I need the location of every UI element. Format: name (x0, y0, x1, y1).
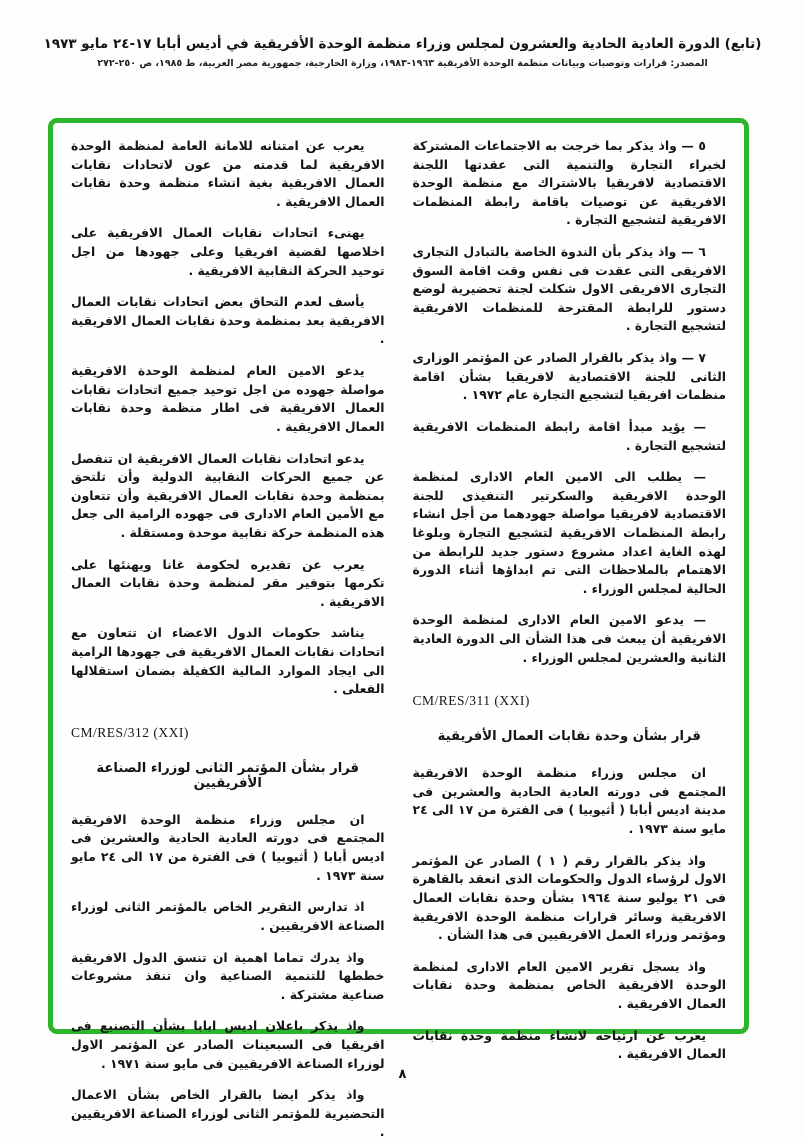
paragraph: يعرب عن امتنانه للامانة العامة لمنظمة الوحدة الافريقية لما قدمته من عون لاتحادات نقابات العمال الافريقية بغية انشاء منظمة وحدة نقابات العمال الافريقية . (71, 138, 385, 209)
paragraph: واذ يسجل تقرير الامين العام الادارى لمنظمة الوحدة الافريقية الخاص بمنظمة وحدة نقابات العمال الافريقية . (412, 958, 726, 1011)
paragraph: ٧ — واذ يذكر بالقرار الصادر عن المؤتمر الوزارى الثانى للجنة الاقتصادية لافريقيا بشأن اقامة منظمات افريقيا لتشجيع التجارة عام ١٩٧٢ . (412, 350, 726, 403)
paragraph: يدعو اتحادات نقابات العمال الافريقية ان تنفصل عن جميع الحركات النقابية الدولية وأن تلتحق بمنظمة وحدة نقابات العمال الافريقية وأن تتعاون مع الأمين العام الادارى فى جهوده الرامية الى جعل هذه المنظمة حركة نقابية موحدة ومستقلة . (71, 450, 385, 540)
paragraph: يناشد حكومات الدول الاعضاء ان تتعاون مع اتحادات نقابات العمال الافريقية فى جهودها الرامية الى ايجاد الموارد المالية الكفيلة بضمان استقلالها الفعلى . (71, 625, 385, 697)
page-number: ٨ (398, 1067, 407, 1082)
highlight-annotation-box (48, 118, 749, 1140)
paragraph: — يطلب الى الامين العام الادارى لمنظمة الوحدة الافريقية والسكرتير التنفيذى للجنة الاقتصادية لافريقيا مواصلة جهودهما من أجل انشاء رابطة المنظمات الافريقية لتشجيع التجارة وبلوغا لهذه الغاية اعداد مشروع دستور جديد للرابطة من الاهتمام بالملاحظات التى تم ابداؤها أثناء الدورة الحالية لمجلس الوزراء . (412, 469, 726, 596)
page-footer (0, 1067, 805, 1082)
paragraph: ان مجلس وزراء منظمة الوحدة الافريقية المجتمع فى دورته العادية الحادية والعشرين فى اديس أبابا ( أثيوبيا ) فى الفترة من ١٧ الى ٢٤ مايو سنة ١٩٧٣ . (71, 811, 385, 883)
session-title: (تابع) الدورة العادية الحادية والعشرون لمجلس وزراء منظمة الوحدة الأفريقية في أديس أبابا ١٧-٢٤ مايو ١٩٧٣ (43, 36, 762, 52)
paragraph: — يؤيد مبدأ اقامة رابطة المنظمات الافريقية لتشجيع التجارة . (412, 418, 726, 453)
paragraph: واذ يذكر ايضا بالقرار الخاص بشأن الاعمال التحضيرية للمؤتمر الثانى لوزراء الصناعة الافريقيين . (71, 1087, 385, 1140)
paragraph: — يدعو الامين العام الادارى لمنظمة الوحدة الافريقية أن يبعث فى هذا الشأن الى الدورة العادية الثانية والعشرين لمجلس الوزراء . (412, 612, 726, 665)
paragraph: يدعو الامين العام لمنظمة الوحدة الافريقية مواصلة جهوده من اجل توحيد جميع اتحادات نقابات العمال الافريقية فى اطار منظمة وحدة نقابات العمال الافريقية . (71, 363, 385, 434)
paragraph: ٦ — واذ يذكر بأن الندوة الخاصة بالتبادل التجارى الافريقى التى عقدت فى نفس وقت اقامة السوق التجارى الافريقى الاول شكلت لجنة تحضيرية لوضع دستور للرابطة المقترحة للمنظمات الافريقية لتشجيع التجارة . (412, 244, 726, 334)
two-column-text (71, 137, 727, 1140)
paragraph: يعرب عن تقديره لحكومة غانا ويهنئها على تكرمها بتوفير مقر لمنظمة وحدة نقابات العمال الافريقية . (71, 556, 385, 609)
paragraph: يعرب عن ارتياحه لانشاء منظمة وحدة نقابات العمال الافريقية . (412, 1027, 726, 1062)
paragraph: ان مجلس وزراء منظمة الوحدة الافريقية المجتمع فى دورته العادية الحادية والعشرين فى مدينة اديس أبابا ( أثيوبيا ) فى الفترة من ١٧ الى ٢٤ مايو سنة ١٩٧٣ . (412, 765, 726, 837)
resolution-title: قرار بشأن وحدة نقابات العمال الأفريقية (437, 729, 701, 745)
paragraph: واذ يدرك تماما اهمية ان تنسق الدول الافريقية خططها للتنمية الصناعية وان تنفذ مشروعات صناعية مشتركة . (71, 949, 385, 1002)
column-left (71, 137, 385, 1140)
page-header (0, 0, 805, 69)
paragraph: اذ تدارس التقرير الخاص بالمؤتمر الثانى لوزراء الصناعة الافريقيين . (71, 899, 385, 933)
paragraph: يهنىء اتحادات نقابات العمال الافريقية على اخلاصها لقضية افريقيا وعلى جهودها من اجل توحيد الحركة النقابية الافريقية . (71, 225, 385, 278)
source-citation: المصدر: قرارات وتوصيات وبيانات منظمة الوحدة الأفريقية ١٩٦٣-١٩٨٣، وزارة الخارجية، جمهورية مصر العربية، ط ١٩٨٥، ص ٢٥٠-٢٧٢ (97, 58, 708, 69)
paragraph: واذ يذكر بالقرار رقم ( ١ ) الصادر عن المؤتمر الاول لرؤساء الدول والحكومات الذى انعقد بالقاهرة فى ٢١ يوليو سنة ١٩٦٤ بشأن وحدة نقابات العمال الافريقية وسائر قرارات منظمة الوحدة الافريقية ومؤتمر وزراء العمل الافريقيين فى هذا الشأن . (412, 852, 727, 943)
paragraph: ٥ — واذ يذكر بما خرجت به الاجتماعات المشتركة لخبراء التجارة والتنمية التى عقدتها اللجنة الاقتصادية لافريقيا بالاشتراك مع منظمة الوحدة الافريقية عن توصيات باقامة رابطة المنظمات الافريقية لتشجيع التجارة . (412, 138, 726, 228)
resolution-code: CM/RES/312 (XXI) (71, 724, 189, 740)
resolution-code: CM/RES/311 (XXI) (412, 693, 530, 709)
paragraph: واذ يذكر باعلان اديس ابابا بشأن التصنيع فى افريقيا فى السبعينات الصادر عن المؤتمر الاول لوزراء الصناعة الافريقيين فى مايو سنة ١٩٧١ . (71, 1018, 385, 1071)
paragraph: يأسف لعدم التحاق بعض اتحادات نقابات العمال الافريقية بعد بمنظمة وحدة نقابات العمال الافريقية . (71, 294, 385, 347)
resolution-title: قرار بشأن المؤتمر الثانى لوزراء الصناعة الأفريقيين (96, 760, 360, 791)
column-right (412, 137, 727, 1062)
